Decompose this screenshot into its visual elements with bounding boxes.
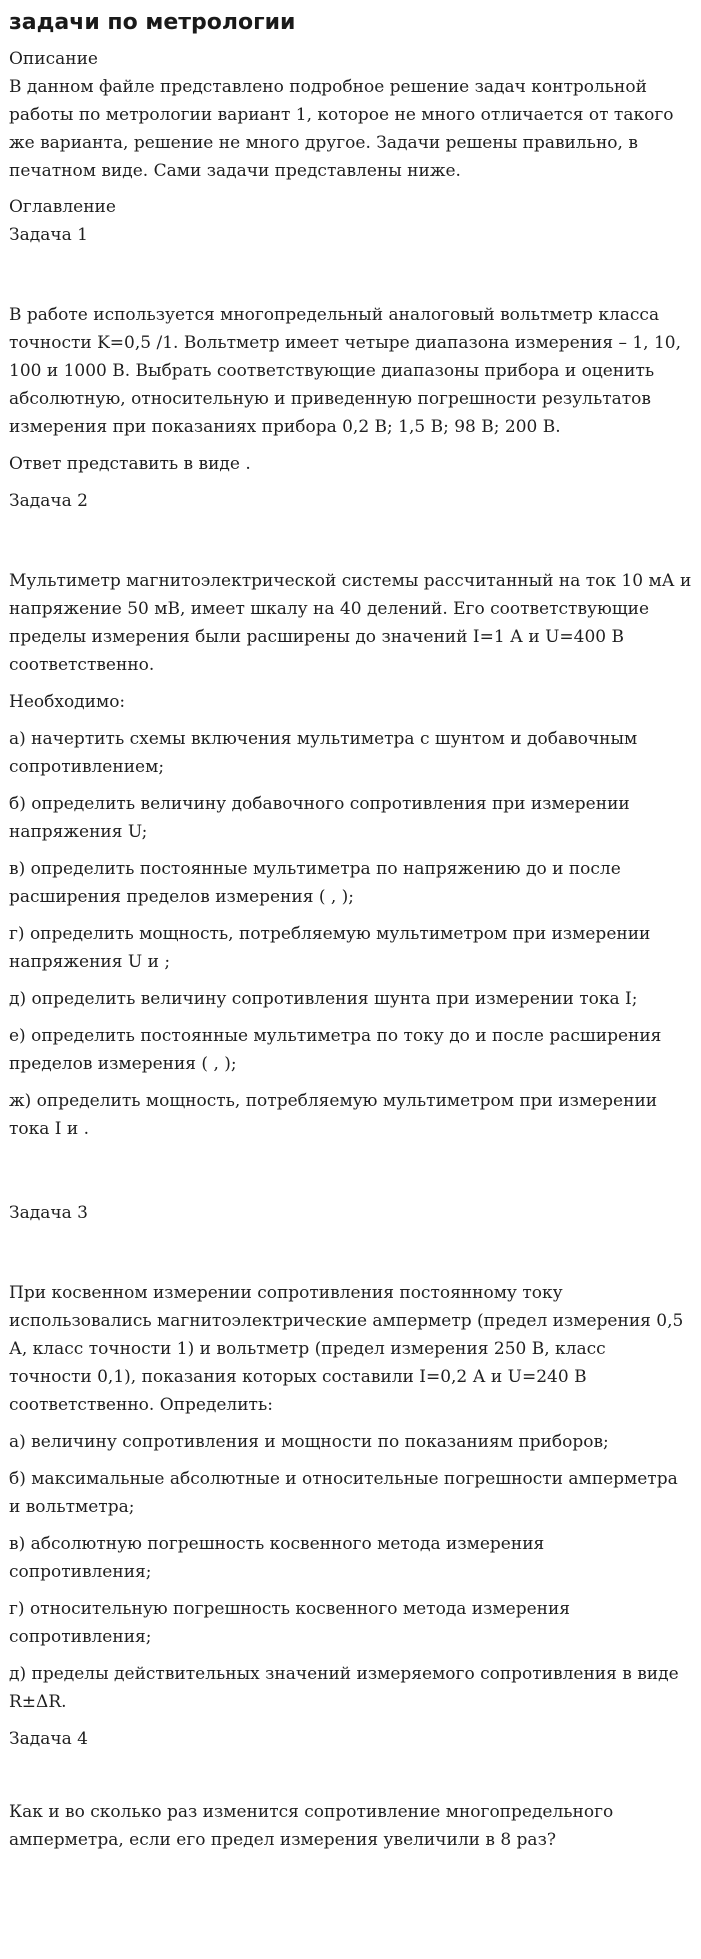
task-3-title: Задача 3 xyxy=(9,1203,88,1223)
task-2-paragraph: д) определить величину сопротивления шунта при измерении тока I; xyxy=(9,989,638,1009)
task-3-paragraph: д) пределы действительных значений измеряемого сопротивления в виде R±ΔR. xyxy=(9,1664,679,1712)
task-3-paragraph: г) относительную погрешность косвенного метода измерения сопротивления; xyxy=(9,1599,571,1647)
task-2-title: Задача 2 xyxy=(9,491,88,511)
task-3-paragraph: б) максимальные абсолютные и относительные погрешности амперметра и вольтметра; xyxy=(9,1469,678,1517)
task-2-paragraph: ж) определить мощность, потребляемую мультиметром при измерении тока I и . xyxy=(9,1091,658,1139)
task-3-paragraph: в) абсолютную погрешность косвенного метода измерения сопротивления; xyxy=(9,1534,545,1582)
task-2-paragraph: а) начертить схемы включения мультиметра с шунтом и добавочным сопротивлением; xyxy=(9,729,638,777)
task-2-paragraph: Мультиметр магнитоэлектрической системы рассчитанный на ток 10 мА и напряжение 50 мВ, имеет шкалу на 40 делений. Его соответствующие пределы измерения были расширены до значений I=1 А и U=400 В соответственно. xyxy=(9,571,692,675)
description-text: В данном файле представлено подробное решение задач контрольной работы по метрологии вариант 1, которое не много отличается от такого же варианта, решение не много другое. Задачи решены правильно, в печатном виде. Сами задачи представлены ниже. xyxy=(9,77,674,181)
task-3-paragraph: При косвенном измерении сопротивления постоянному току использовались магнитоэлектрические амперметр (предел измерения 0,5 А, класс точности 1) и вольтметр (предел измерения 250 В, класс точности 0,1), показания которых составили I=0,2 А и U=240 В соответственно. Определить: xyxy=(9,1283,684,1415)
task-1-title: Задача 1 xyxy=(9,225,88,245)
task-2-paragraph: Необходимо: xyxy=(9,692,126,712)
task-3-paragraph: а) величину сопротивления и мощности по показаниям приборов; xyxy=(9,1432,609,1452)
task-2-paragraph: б) определить величину добавочного сопротивления при измерении напряжения U; xyxy=(9,794,630,842)
description-label: Описание xyxy=(9,49,98,69)
task-2-paragraph: в) определить постоянные мультиметра по напряжению до и после расширения пределов измерения ( , ); xyxy=(9,859,621,907)
task-2-paragraph: г) определить мощность, потребляемую мультиметром при измерении напряжения U и ; xyxy=(9,924,651,972)
task-1-paragraph: В работе используется многопредельный аналоговый вольтметр класса точности K=0,5 /1. Вольтметр имеет четыре диапазона измерения – 1, 10, 100 и 1000 В. Выбрать соответствующие диапазоны прибора и оценить абсолютную, относительную и приведенную погрешности результатов измерения при показаниях прибора 0,2 В; 1,5 В; 98 В; 200 В. xyxy=(9,305,682,437)
task-4-title: Задача 4 xyxy=(9,1729,88,1749)
page-title: задачи по метрологии xyxy=(9,10,296,35)
task-1-paragraph: Ответ представить в виде . xyxy=(9,454,251,474)
toc-label: Оглавление xyxy=(9,197,116,217)
task-2-paragraph: е) определить постоянные мультиметра по току до и после расширения пределов измерения ( , ); xyxy=(9,1026,662,1074)
task-4-paragraph: Как и во сколько раз изменится сопротивление многопредельного амперметра, если его предел измерения увеличили в 8 раз? xyxy=(9,1802,614,1850)
